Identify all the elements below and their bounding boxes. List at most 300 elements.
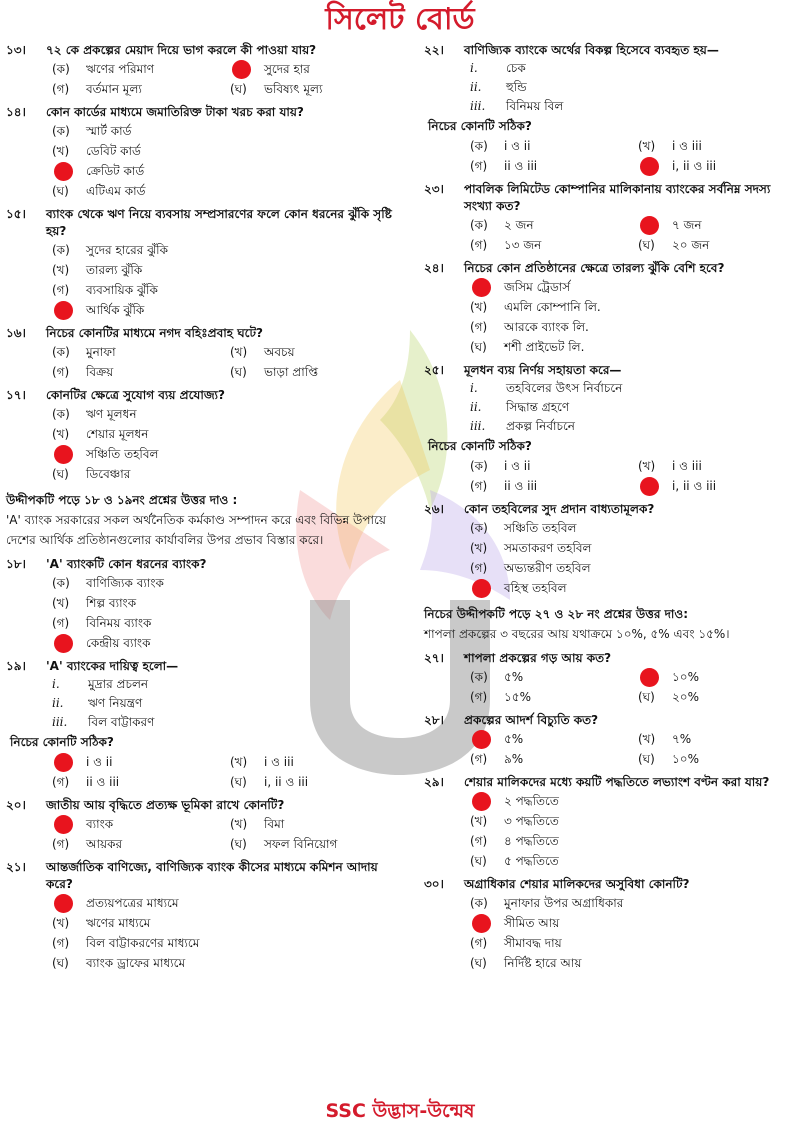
question-text: কোন কার্ডের মাধ্যমে জমাতিরিক্ত টাকা খরচ করা যায়? — [46, 105, 304, 119]
question-text: প্রকল্পের আদর্শ বিচ্যুতি কত? — [464, 713, 599, 727]
statement-numeral: i. — [470, 381, 478, 395]
option-label: (ক) — [52, 243, 70, 257]
answer-mark-icon — [54, 301, 73, 320]
answer-option[interactable] — [230, 342, 398, 362]
answer-option[interactable] — [52, 362, 220, 382]
option-text: i ও ii — [86, 755, 113, 769]
question-text: শেয়ার মালিকদের মধ্যে কয়টি পদ্ধতিতে লভ্যাংশ বণ্টন করা যায়? — [464, 775, 770, 789]
question-q16 — [6, 325, 398, 382]
answer-option[interactable] — [52, 834, 220, 854]
question-text: শাপলা প্রকল্পের গড় আয় কত? — [464, 651, 612, 665]
option-label: (গ) — [470, 690, 488, 704]
answer-mark-icon — [472, 914, 491, 933]
option-text: ১৩ জন — [504, 238, 542, 252]
answer-option[interactable] — [230, 59, 398, 79]
option-text: সঞ্চিতি তহবিল — [86, 447, 159, 461]
option-label — [52, 634, 86, 653]
answer-option[interactable] — [470, 811, 796, 831]
answer-option[interactable] — [52, 953, 398, 973]
statement-item — [470, 97, 796, 116]
option-text: ২ পদ্ধতিতে — [504, 794, 559, 808]
option-label: (গ) — [470, 752, 488, 766]
option-label: (খ) — [230, 817, 248, 831]
option-text: শশী প্রাইভেট লি. — [504, 340, 585, 354]
option-text: ৩ পদ্ধতিতে — [504, 814, 559, 828]
option-label: (গ) — [470, 479, 488, 493]
right-column — [424, 42, 796, 978]
option-text: ৪ পদ্ধতিতে — [504, 834, 559, 848]
statement-numeral: ii. — [470, 80, 482, 94]
answer-option[interactable] — [470, 851, 796, 871]
option-text: বিনিময় ব্যাংক — [86, 616, 152, 630]
option-label: (গ) — [52, 82, 70, 96]
option-label: (ঘ) — [638, 238, 655, 252]
answer-option[interactable] — [470, 667, 628, 687]
option-label: (খ) — [52, 144, 70, 158]
statement-text: চেক — [506, 61, 526, 75]
option-text: ১০% — [672, 752, 699, 766]
statement-numeral: ii. — [470, 400, 482, 414]
option-text: ১৫% — [504, 690, 531, 704]
option-text: সীমিত আয় — [504, 916, 560, 930]
option-list — [52, 814, 398, 854]
option-label: (গ) — [470, 561, 488, 575]
answer-mark-icon — [472, 792, 491, 811]
option-text: সুদের হার — [264, 62, 310, 76]
answer-option[interactable] — [470, 687, 628, 707]
option-text: সুদের হারের ঝুঁকি — [86, 243, 169, 257]
option-label: (খ) — [470, 541, 488, 555]
question-text: মূলধন ব্যয় নির্ণয় সহায়তা করে— — [464, 363, 622, 377]
option-label: (ক) — [470, 670, 488, 684]
option-list — [470, 136, 796, 176]
left-column — [6, 42, 398, 978]
option-text: আর্থিক ঝুঁকি — [86, 303, 145, 317]
option-list — [470, 518, 796, 598]
option-label: (ঘ) — [470, 854, 487, 868]
answer-option[interactable] — [638, 456, 796, 476]
question-q20 — [6, 797, 398, 854]
option-label — [638, 668, 672, 687]
option-text: i ও ii — [504, 459, 531, 473]
answer-option[interactable] — [52, 342, 220, 362]
option-text: ব্যাংক — [86, 817, 114, 831]
question-header — [6, 797, 398, 814]
stem-body: 'A' ব্যাংক সরকারের সকল অর্থনৈতিক কর্মকাণ্ড সম্পাদন করে এবং বিভিন্ন উপায়ে দেশের আর্থিক প্রতিষ্ঠানগুলোর কার্যাবলির উপর প্রভাব বিস্তার করে। — [6, 513, 386, 547]
question-number: ২৩। — [424, 182, 444, 196]
statement-item — [470, 78, 796, 97]
option-list — [52, 59, 398, 99]
question-number: ২১। — [6, 860, 26, 874]
option-label: (গ) — [470, 936, 488, 950]
option-text: মুনাফা — [86, 345, 116, 359]
option-label — [230, 60, 264, 79]
question-q14 — [6, 104, 398, 201]
option-text: ২০ জন — [672, 238, 710, 252]
answer-option[interactable] — [638, 667, 796, 687]
answer-option[interactable] — [638, 215, 796, 235]
option-text: তারল্য ঝুঁকি — [86, 263, 143, 277]
option-text: এমলি কোম্পানি লি. — [504, 300, 601, 314]
option-list — [470, 456, 796, 496]
answer-option[interactable] — [52, 444, 398, 464]
option-list — [52, 752, 398, 792]
option-label: (ক) — [52, 345, 70, 359]
option-text: ভবিষ্যৎ মূল্য — [264, 82, 323, 96]
option-label: (ঘ) — [230, 82, 247, 96]
option-label: (ঘ) — [230, 837, 247, 851]
option-label: (গ) — [52, 936, 70, 950]
statement-item — [470, 379, 796, 398]
option-label: (ঘ) — [52, 956, 69, 970]
question-text: পাবলিক লিমিটেড কোম্পানির মালিকানায় ব্যাংকের সর্বনিম্ন সদস্য সংখ্যা কত? — [464, 182, 771, 213]
question-q13 — [6, 42, 398, 99]
answer-option[interactable] — [52, 161, 398, 181]
question-header — [424, 650, 796, 667]
option-text: ঋণের পরিমাণ — [86, 62, 154, 76]
answer-option[interactable] — [470, 156, 628, 176]
answer-option[interactable] — [470, 933, 796, 953]
option-list — [52, 342, 398, 382]
answer-mark-icon — [54, 815, 73, 834]
statement-item — [52, 675, 398, 694]
answer-mark-icon — [54, 894, 73, 913]
question-text: নিচের কোনটির মাধ্যমে নগদ বহিঃপ্রবাহ ঘটে? — [46, 326, 263, 340]
answer-option[interactable] — [230, 79, 398, 99]
question-q24 — [424, 260, 796, 357]
option-label — [52, 162, 86, 181]
answer-option[interactable] — [638, 749, 796, 769]
option-text: ii ও iii — [504, 159, 538, 173]
option-list — [470, 667, 796, 707]
stem-27-28 — [424, 604, 796, 644]
option-text: ঋণ মূলধন — [86, 407, 137, 421]
question-text: আন্তর্জাতিক বাণিজ্যে, বাণিজ্যিক ব্যাংক কীসের মাধ্যমে কমিশন আদায় করে? — [46, 860, 378, 891]
question-text: কোন তহবিলের সুদ প্রদান বাধ্যতামূলক? — [464, 502, 655, 516]
answer-option[interactable] — [52, 752, 220, 772]
question-header — [424, 181, 796, 215]
option-label: (খ) — [230, 345, 248, 359]
question-q19 — [6, 658, 398, 792]
answer-mark-icon — [54, 634, 73, 653]
statement-list — [52, 675, 398, 732]
option-text: বাণিজ্যিক ব্যাংক — [86, 576, 164, 590]
question-header — [6, 859, 398, 893]
question-q23 — [424, 181, 796, 255]
question-header — [424, 876, 796, 893]
answer-option[interactable] — [52, 573, 398, 593]
answer-option[interactable] — [470, 893, 796, 913]
answer-option[interactable] — [470, 729, 628, 749]
option-text: ii ও iii — [86, 775, 120, 789]
option-text: ২০% — [672, 690, 700, 704]
answer-mark-icon — [54, 162, 73, 181]
option-list — [52, 893, 398, 973]
option-text: ২ জন — [504, 218, 534, 232]
question-number: ২৭। — [424, 651, 444, 665]
answer-mark-icon — [54, 445, 73, 464]
question-q29 — [424, 774, 796, 871]
option-text: প্রত্যয়পত্রের মাধ্যমে — [86, 896, 179, 910]
answer-option[interactable] — [638, 235, 796, 255]
option-label: (ঘ) — [230, 775, 247, 789]
statement-numeral: ii. — [52, 696, 64, 710]
answer-option[interactable] — [470, 913, 796, 933]
option-text: ii ও iii — [504, 479, 538, 493]
answer-option[interactable] — [470, 277, 796, 297]
question-text: ব্যাংক থেকে ঋণ নিয়ে ব্যবসায় সম্প্রসারণের ফলে কোন ধরনের ঝুঁকি সৃষ্টি হয়? — [46, 207, 392, 238]
statement-item — [52, 713, 398, 732]
answer-option[interactable] — [52, 933, 398, 953]
question-number: ১৮। — [6, 557, 26, 571]
option-text: ব্যাংক ড্রাফের মাধ্যমে — [86, 956, 186, 970]
option-text: ঋণের মাধ্যমে — [86, 916, 151, 930]
question-q26 — [424, 501, 796, 598]
answer-option[interactable] — [470, 317, 796, 337]
answer-option[interactable] — [638, 136, 796, 156]
option-text: নির্দিষ্ট হারে আয় — [504, 956, 582, 970]
option-label: (গ) — [470, 320, 488, 334]
option-label: (গ) — [470, 159, 488, 173]
answer-option[interactable] — [52, 121, 398, 141]
option-text: এটিএম কার্ড — [86, 184, 146, 198]
option-label: (খ) — [638, 732, 656, 746]
answer-option[interactable] — [52, 893, 398, 913]
answer-option[interactable] — [470, 558, 796, 578]
question-number: ১৬। — [6, 326, 26, 340]
answer-mark-icon — [54, 753, 73, 772]
answer-option[interactable] — [52, 814, 220, 834]
which-correct-prompt: নিচের কোনটি সঠিক? — [10, 735, 114, 749]
question-q17 — [6, 387, 398, 484]
answer-option[interactable] — [230, 362, 398, 382]
option-text: ভাড়া প্রাপ্তি — [264, 365, 319, 379]
question-q15 — [6, 206, 398, 320]
answer-option[interactable] — [52, 772, 220, 792]
question-number: ১৫। — [6, 207, 26, 221]
option-text: ডেবিট কার্ড — [86, 144, 141, 158]
answer-option[interactable] — [470, 337, 796, 357]
question-number: ১৪। — [6, 105, 26, 119]
option-text: বিমা — [264, 817, 285, 831]
option-list — [470, 277, 796, 357]
option-text: আরকে ব্যাংক লি. — [504, 320, 589, 334]
option-label: (ঘ) — [470, 340, 487, 354]
question-header — [424, 362, 796, 379]
statement-text: সিদ্ধান্ত গ্রহণে — [506, 400, 570, 414]
stem-body: শাপলা প্রকল্পের ৩ বছরের আয় যথাক্রমে ১০%, ৫% এবং ১৫%। — [424, 627, 730, 641]
question-header — [424, 260, 796, 277]
option-text: ৫ পদ্ধতিতে — [504, 854, 559, 868]
answer-option[interactable] — [52, 280, 398, 300]
option-text: ৭ জন — [672, 218, 702, 232]
option-label: (ক) — [470, 218, 488, 232]
stem-heading: নিচের উদ্দীপকটি পড়ে ২৭ ও ২৮ নং প্রশ্নের উত্তর দাও: — [424, 607, 689, 621]
question-header — [6, 387, 398, 404]
question-header — [424, 42, 796, 59]
option-label: (ক) — [52, 407, 70, 421]
answer-option[interactable] — [638, 729, 796, 749]
option-label — [470, 278, 504, 297]
question-header — [6, 658, 398, 675]
question-number: ২২। — [424, 43, 444, 57]
answer-mark-icon — [232, 60, 251, 79]
answer-option[interactable] — [52, 424, 398, 444]
option-text: কেন্দ্রীয় ব্যাংক — [86, 636, 151, 650]
question-number: ১৭। — [6, 388, 26, 402]
answer-option[interactable] — [470, 831, 796, 851]
option-label — [638, 477, 672, 496]
option-text: ৭% — [672, 732, 692, 746]
answer-mark-icon — [472, 730, 491, 749]
answer-option[interactable] — [638, 476, 796, 496]
answer-option[interactable] — [52, 593, 398, 613]
answer-option[interactable] — [52, 913, 398, 933]
footer-title: SSC উদ্ভাস-উন্মেষ — [325, 1100, 475, 1122]
option-label — [52, 753, 86, 772]
answer-option[interactable] — [470, 136, 628, 156]
answer-mark-icon — [640, 668, 659, 687]
answer-option[interactable] — [52, 260, 398, 280]
statement-text: মুদ্রার প্রচলন — [88, 677, 149, 691]
option-label — [52, 445, 86, 464]
answer-option[interactable] — [52, 181, 398, 201]
option-label — [52, 301, 86, 320]
option-text: বিল বাট্টাকরণের মাধ্যমে — [86, 936, 200, 950]
answer-mark-icon — [640, 216, 659, 235]
answer-option[interactable] — [470, 749, 628, 769]
statement-list — [470, 379, 796, 436]
option-label: (ক) — [470, 896, 488, 910]
option-label: (ঘ) — [52, 467, 69, 481]
option-label: (গ) — [52, 283, 70, 297]
question-number: ১৩। — [6, 43, 26, 57]
board-title: সিলেট বোর্ড — [325, 2, 475, 37]
option-label: (ক) — [470, 521, 488, 535]
option-text: ব্যবসায়িক ঝুঁকি — [86, 283, 158, 297]
option-label: (খ) — [470, 300, 488, 314]
option-label: (ঘ) — [470, 956, 487, 970]
statement-item — [470, 398, 796, 417]
option-text: ক্রেডিট কার্ড — [86, 164, 145, 178]
question-header — [6, 206, 398, 240]
option-text: i ও ii — [504, 139, 531, 153]
option-label: (গ) — [470, 238, 488, 252]
statement-text: বিনিময় বিল — [506, 99, 564, 113]
question-text: অগ্রাধিকার শেয়ার মালিকদের অসুবিধা কোনটি? — [464, 877, 690, 891]
answer-option[interactable] — [52, 613, 398, 633]
option-text: i ও iii — [672, 139, 702, 153]
answer-option[interactable] — [470, 476, 628, 496]
option-text: বহিস্থ তহবিল — [504, 581, 567, 595]
option-label: (খ) — [52, 596, 70, 610]
option-label: (ক) — [52, 124, 70, 138]
answer-option[interactable] — [52, 404, 398, 424]
statement-text: হুন্ডি — [506, 80, 527, 94]
option-text: অভ্যন্তরীণ তহবিল — [504, 561, 591, 575]
answer-option[interactable] — [52, 240, 398, 260]
option-label: (ক) — [52, 62, 70, 76]
statement-list — [470, 59, 796, 116]
option-text: সঞ্চিতি তহবিল — [504, 521, 577, 535]
question-header — [424, 774, 796, 791]
option-label: (খ) — [638, 459, 656, 473]
option-label: (খ) — [470, 814, 488, 828]
answer-option[interactable] — [470, 297, 796, 317]
question-number: ২৬। — [424, 502, 444, 516]
option-text: সমতাকরণ তহবিল — [504, 541, 592, 555]
answer-option[interactable] — [52, 300, 398, 320]
answer-option[interactable] — [52, 79, 220, 99]
option-label: (ঘ) — [230, 365, 247, 379]
answer-option[interactable] — [230, 752, 398, 772]
option-list — [470, 215, 796, 255]
option-text: ডিবেঞ্চার — [86, 467, 131, 481]
question-text: জাতীয় আয় বৃদ্ধিতে প্রত্যক্ষ ভূমিকা রাখে কোনটি? — [46, 798, 285, 812]
question-text: কোনটির ক্ষেত্রে সুযোগ ব্যয় প্রযোজ্য? — [46, 388, 226, 402]
option-label: (গ) — [52, 616, 70, 630]
answer-mark-icon — [640, 157, 659, 176]
answer-option[interactable] — [470, 538, 796, 558]
statement-item — [470, 59, 796, 78]
statement-item — [52, 694, 398, 713]
answer-option[interactable] — [52, 59, 220, 79]
answer-option[interactable] — [52, 464, 398, 484]
statement-numeral: i. — [52, 677, 60, 691]
answer-option[interactable] — [52, 633, 398, 653]
option-label — [52, 815, 86, 834]
question-q27 — [424, 650, 796, 707]
answer-option[interactable] — [470, 235, 628, 255]
option-list — [52, 121, 398, 201]
option-text: বর্তমান মূল্য — [86, 82, 142, 96]
option-label: (গ) — [52, 837, 70, 851]
answer-option[interactable] — [470, 215, 628, 235]
question-header — [6, 556, 398, 573]
option-text: i ও iii — [264, 755, 294, 769]
option-text: i, ii ও iii — [672, 159, 717, 173]
option-text: আয়কর — [86, 837, 123, 851]
answer-option[interactable] — [52, 141, 398, 161]
answer-option[interactable] — [638, 156, 796, 176]
statement-text: তহবিলের উৎস নির্বাচনে — [506, 381, 623, 395]
option-label — [470, 730, 504, 749]
option-label: (খ) — [52, 427, 70, 441]
answer-option[interactable] — [470, 578, 796, 598]
option-label: (ঘ) — [52, 184, 69, 198]
option-label: (ক) — [52, 576, 70, 590]
question-q30 — [424, 876, 796, 973]
question-number: ৩০। — [424, 877, 444, 891]
option-list — [470, 791, 796, 871]
question-header — [424, 501, 796, 518]
question-number: ২৫। — [424, 363, 444, 377]
answer-option[interactable] — [470, 953, 796, 973]
option-text: i, ii ও iii — [264, 775, 309, 789]
answer-option[interactable] — [470, 456, 628, 476]
answer-option[interactable] — [470, 518, 796, 538]
answer-option[interactable] — [230, 814, 398, 834]
option-label — [52, 894, 86, 913]
option-label: (খ) — [52, 916, 70, 930]
answer-option[interactable] — [230, 772, 398, 792]
answer-option[interactable] — [638, 687, 796, 707]
option-text: ৫% — [504, 732, 524, 746]
option-text: শেয়ার মূলধন — [86, 427, 149, 441]
answer-option[interactable] — [470, 791, 796, 811]
option-label: (খ) — [638, 139, 656, 153]
answer-option[interactable] — [230, 834, 398, 854]
